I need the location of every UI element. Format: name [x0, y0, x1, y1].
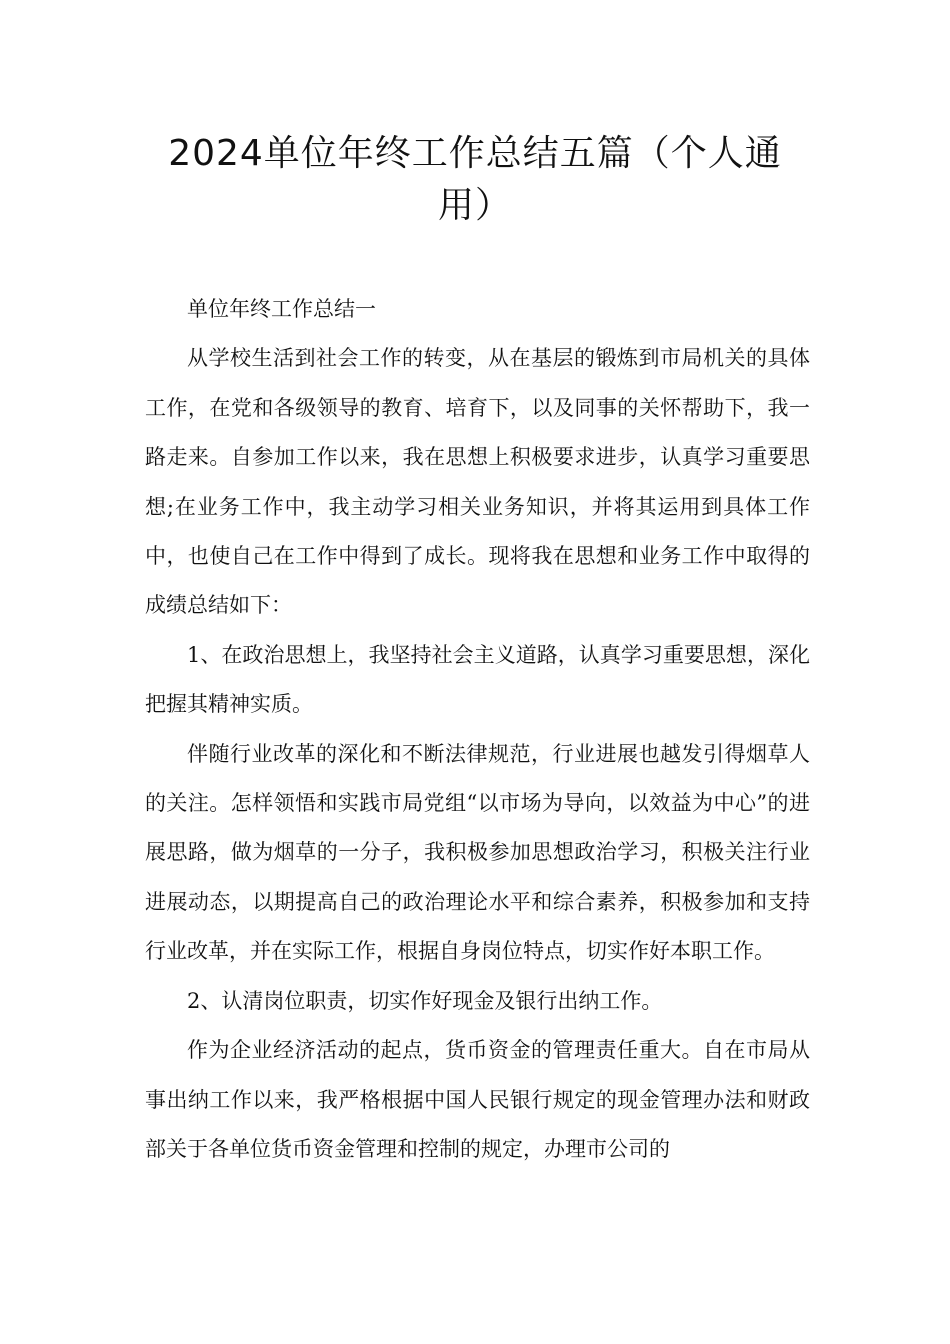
document-title: 2024单位年终工作总结五篇（个人通用）: [168, 133, 782, 226]
paragraph-intro: 从学校生活到社会工作的转变，从在基层的锻炼到市局机关的具体工作，在党和各级领导的教育、培育下，以及同事的关怀帮助下，我一路走来。自参加工作以来，我在思想上积极要求进步，认真学习重要思想;在业务工作中，我主动学习相关业务知识，并将其运用到具体工作中，也使自己在工作中得到了成长。现将我在思想和业务工作中取得的成绩总结如下：: [145, 346, 810, 618]
section-heading: 单位年终工作总结一: [187, 297, 376, 321]
paragraph-point-1: 1、在政治思想上，我坚持社会主义道路，认真学习重要思想，深化把握其精神实质。: [145, 642, 810, 717]
paragraph-cashier-work: 作为企业经济活动的起点，货币资金的管理责任重大。自在市局从事出纳工作以来，我严格根据中国人民银行规定的现金管理办法和财政部关于各单位货币资金管理和控制的规定，办理市公司的: [145, 1038, 810, 1161]
document-body: [145, 285, 810, 1174]
paragraph-point-2: 2、认清岗位职责，切实作好现金及银行出纳工作。: [187, 988, 663, 1013]
paragraph-industry-reform: 伴随行业改革的深化和不断法律规范，行业进展也越发引得烟草人的关注。怎样领悟和实践市局党组“以市场为导向，以效益为中心”的进展思路，做为烟草的一分子，我积极参加思想政治学习，积极关注行业进展动态，以期提高自己的政治理论水平和综合素养，积极参加和支持行业改革，并在实际工作，根据自身岗位特点，切实作好本职工作。: [145, 741, 810, 964]
